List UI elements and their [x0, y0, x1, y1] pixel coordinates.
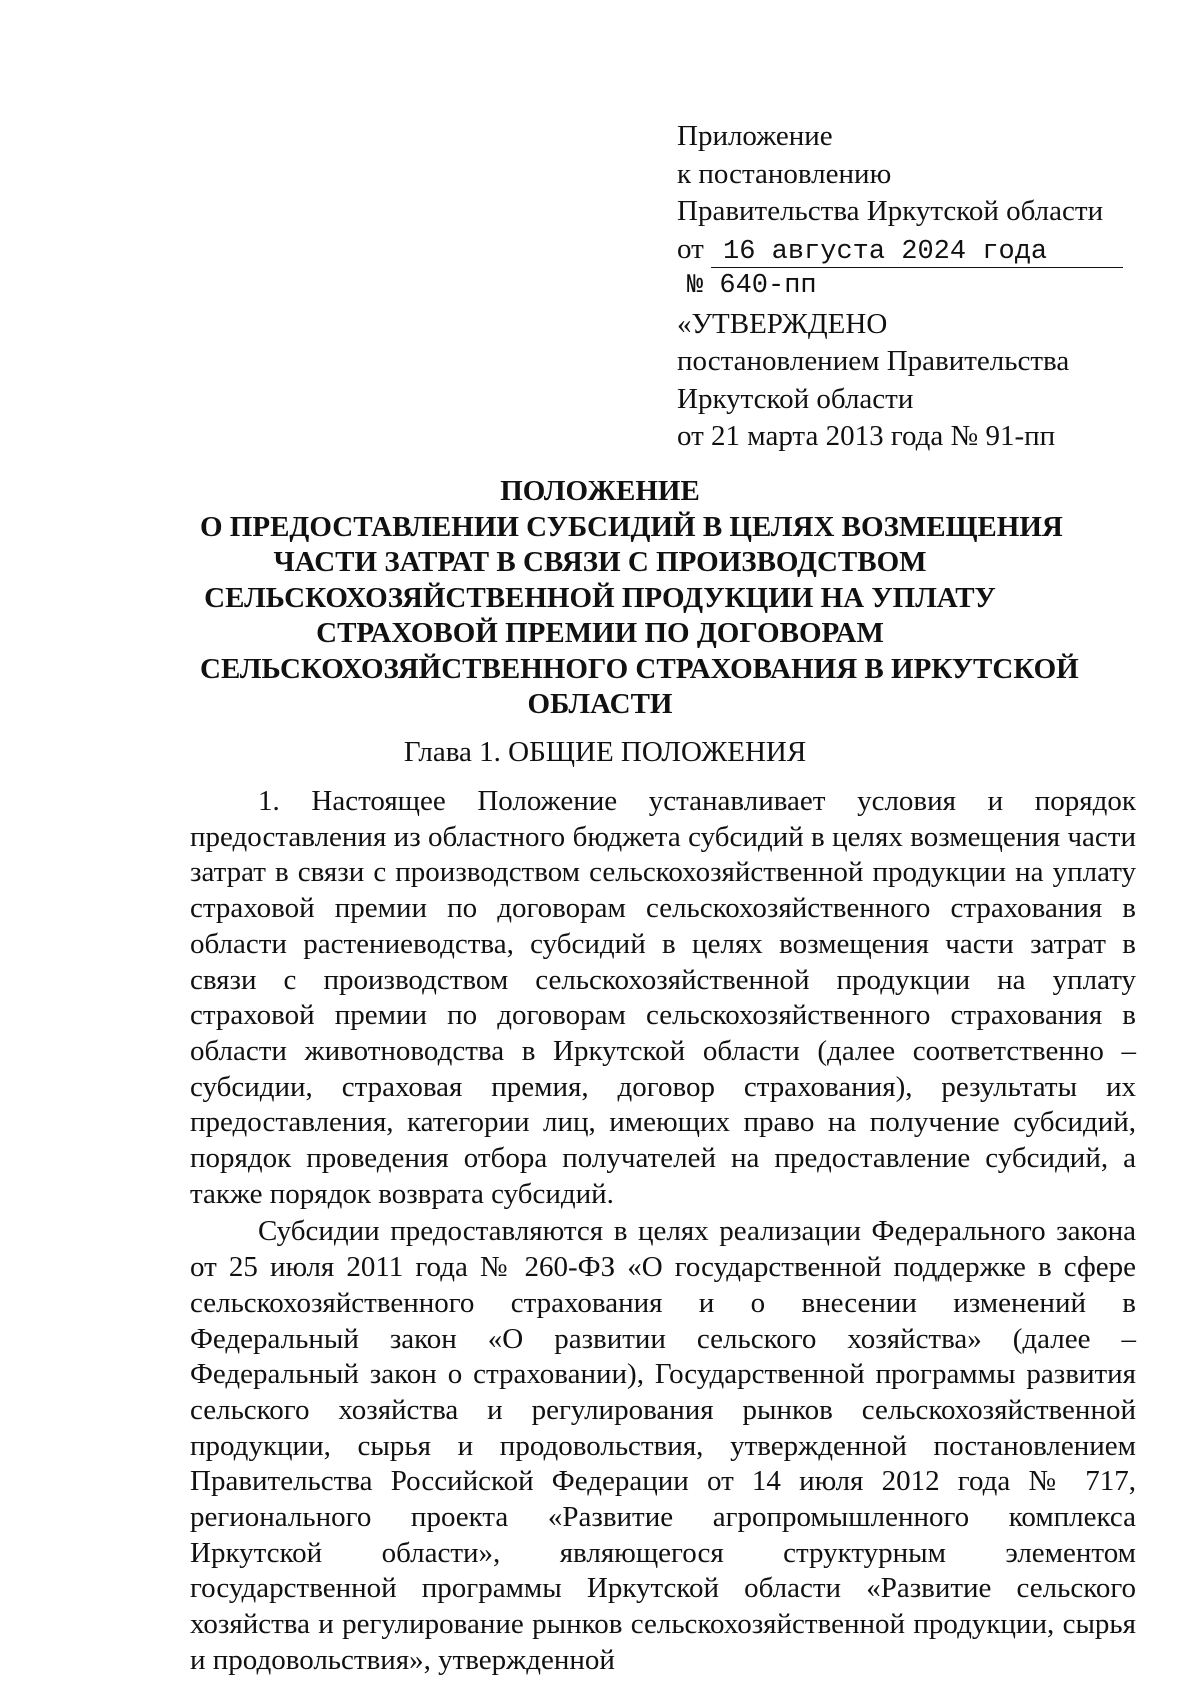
title-line: ПОЛОЖЕНИЕ — [500, 475, 700, 507]
date-prefix: от — [677, 232, 704, 265]
title-line: О ПРЕДОСТАВЛЕНИИ СУБСИДИЙ В ЦЕЛЯХ ВОЗМЕЩЕНИЯ — [200, 510, 1063, 543]
title-line: ЧАСТИ ЗАТРАТ В СВЯЗИ С ПРОИЗВОДСТВОМ — [273, 546, 927, 578]
title-line: СТРАХОВОЙ ПРЕМИИ ПО ДОГОВОРАМ — [316, 617, 884, 649]
approved-region: Иркутской области — [677, 382, 914, 415]
appendix-title: Приложение — [677, 120, 833, 152]
date-value: 16 августа 2024 года — [711, 237, 1123, 268]
chapter-heading: Глава 1. ОБЩИЕ ПОЛОЖЕНИЯ — [403, 736, 807, 768]
appendix-government: Правительства Иркутской области — [677, 195, 1104, 227]
document-title — [200, 474, 1079, 723]
title-line: СЕЛЬСКОХОЗЯЙСТВЕННОГО СТРАХОВАНИЯ В ИРКУТСКОЙ — [200, 652, 1079, 685]
appendix-block — [677, 118, 1117, 456]
title-line: СЕЛЬСКОХОЗЯЙСТВЕННОЙ ПРОДУКЦИИ НА УПЛАТУ — [204, 581, 996, 614]
approved-date: от 21 марта 2013 года № 91-пп — [677, 420, 1056, 452]
paragraph: Субсидии предоставляются в целях реализации Федерального закона от 25 июля 2011 года № 260-ФЗ «О государственной поддержке в сфере сельскохозяйственного страхования и о внесении изменений в Федеральный закон «О развитии сельского хозяйства» (далее – Федеральный закон о страховании), Государственной программы развития сельского хозяйства и регулирования рынков сельскохозяйственной продукции, сырья и продовольствия, утвержденной постановлением Правительства Российской Федерации от 14 июля 2012 года № 717, регионального проекта «Развитие агропромышленного комплекса Иркутской области», являющегося структурным элементом государственной программы Иркутской области «Развитие сельского хозяйства и регулирование рынков сельскохозяйственной продукции, сырья и продовольствия», утвержденной — [190, 1215, 1136, 1676]
appendix-date-line — [677, 231, 1117, 269]
approved-heading: «УТВЕРЖДЕНО — [677, 307, 888, 340]
appendix-resolution-ref: к постановлению — [677, 157, 892, 190]
title-line: ОБЛАСТИ — [527, 688, 673, 720]
document-number: № 640-пп — [687, 271, 817, 301]
approved-by: постановлением Правительства — [677, 345, 1070, 377]
document-body — [190, 784, 1136, 1679]
paragraph: 1. Настоящее Положение устанавливает условия и порядок предоставления из областного бюджета субсидий в целях возмещения части затрат в связи с производством сельскохозяйственной продукции на уплату страховой премии по договорам сельскохозяйственного страхования в области растениеводства, субсидий в целях возмещения части затрат в связи с производством сельскохозяйственной продукции на уплату страховой премии по договорам сельскохозяйственного страхования в области животноводства в Иркутской области (далее соответственно – субсидии, страховая премия, договор страхования), результаты их предоставления, категории лиц, имеющих право на получение субсидий, порядок проведения отбора получателей на предоставление субсидий, а также порядок возврата субсидий. — [190, 785, 1136, 1210]
